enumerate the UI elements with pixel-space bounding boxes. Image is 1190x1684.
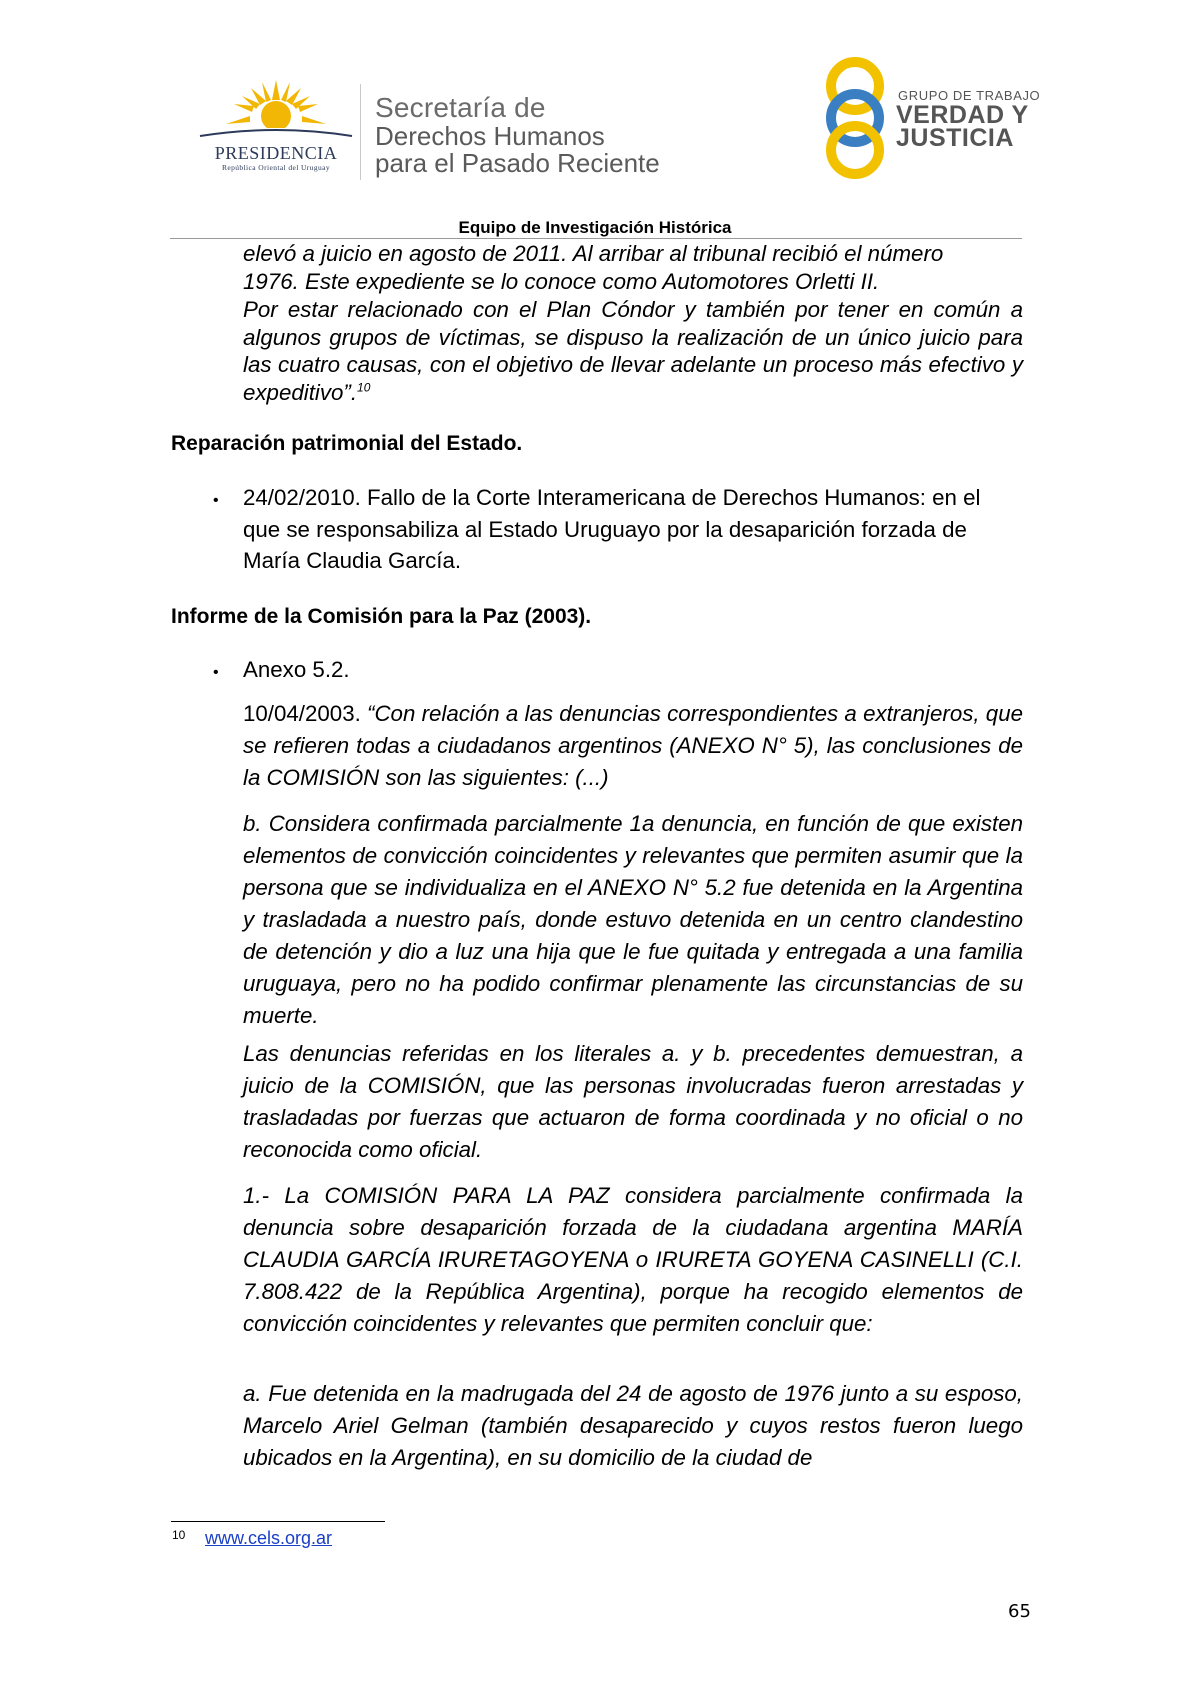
section-heading-reparacion: Reparación patrimonial del Estado. (171, 432, 523, 455)
bullet-icon: • (213, 492, 219, 509)
annex-paragraph-1-text: “Con relación a las denuncias correspondientes a extranjeros, que se refieren todas a ciudadanos argentinos (ANEXO N° 5), las conclusiones de la COMISIÓN son las siguientes: (...) (243, 701, 1023, 790)
header-rule (170, 238, 1022, 239)
verdad-label: VERDAD Y (896, 101, 1029, 129)
header-divider (360, 84, 361, 180)
annex-paragraph-2: b. Considera confirmada parcialmente 1a denuncia, en función de que existen elementos de convicción coincidentes y relevantes que permiten asumir que la persona que se individualiza en el ANEXO N° 5.2 fue detenida en la Argentina y trasladada a nuestro país, donde estuvo detenida en un centro clandestino de detención y dio a luz una hija que le fue quitada y entregada a una familia uruguaya, pero no ha podido confirmar plenamente las circunstancias de su muerte. (243, 811, 1023, 1028)
secretaria-line-3: para el Pasado Reciente (375, 148, 660, 178)
footnote-rule (171, 1521, 385, 1522)
annex-paragraph-5: a. Fue detenida en la madrugada del 24 de agosto de 1976 junto a su esposo, Marcelo Ariel Gelman (también desaparecido y cuyos restos fueron luego ubicados en la Argentina), en su domicilio de la ciudad de (243, 1381, 1023, 1470)
list-item-fallo: 24/02/2010. Fallo de la Corte Interamericana de Derechos Humanos: en el que se responsabiliza al Estado Uruguayo por la desaparición forzada de María Claudia García. (243, 485, 981, 573)
annex-paragraph-4: 1.- La COMISIÓN PARA LA PAZ considera parcialmente confirmada la denuncia sobre desaparición forzada de la ciudadana argentina MARÍA CLAUDIA GARCÍA IRURETAGOYENA o IRURETA GOYENA CASINELLI (C.I. 7.808.422 de la República Argentina), porque ha recogido elementos de convicción coincidentes y relevantes que permiten concluir que: (243, 1183, 1023, 1336)
footnote-number: 10 (172, 1528, 186, 1542)
grupo-trabajo-rings-logo (820, 56, 890, 180)
quote-paragraph-2 (243, 296, 1023, 406)
section-heading-informe: Informe de la Comisión para la Paz (2003). (171, 605, 592, 628)
footnote-ref: 10 (357, 380, 371, 395)
presidencia-subtitle: República Oriental del Uruguay (221, 163, 330, 172)
annex-date: 10/04/2003. (243, 701, 361, 726)
secretaria-line-2: Derechos Humanos (375, 121, 605, 151)
quote-line-1: elevó a juicio en agosto de 2011. Al arribar al tribunal recibió el número (243, 241, 944, 266)
secretaria-line-1: Secretaría de (375, 92, 546, 123)
annex-paragraph-3: Las denuncias referidas en los literales a. y b. precedentes demuestran, a juicio de la COMISIÓN, que las personas involucradas fueron arrestadas y trasladadas por fuerzas que actuaron de forma coordinada y no oficial o no reconocida como oficial. (243, 1041, 1023, 1162)
footnote-link[interactable]: www.cels.org.ar (205, 1528, 333, 1548)
presidencia-name: PRESIDENCIA (214, 143, 338, 163)
list-item-anexo: Anexo 5.2. (243, 657, 350, 682)
page-number: 65 (1008, 1601, 1031, 1622)
grupo-trabajo-label: GRUPO DE TRABAJO (898, 88, 1041, 103)
annex-paragraph-1 (243, 698, 1023, 794)
justicia-label: JUSTICIA (896, 124, 1014, 152)
bullet-icon: • (213, 664, 219, 681)
team-title: Equipo de Investigación Histórica (458, 218, 732, 237)
quote-paragraph-2-text: Por estar relacionado con el Plan Cóndor y también por tener en común a algunos grupos de víctimas, se dispuso la realización de un único juicio para las cuatro causas, con el objetivo de llevar adelante un proceso más efectivo y expeditivo”. (243, 297, 1023, 405)
quote-line-2: 1976. Este expediente se lo conoce como Automotores Orletti II. (243, 269, 880, 294)
